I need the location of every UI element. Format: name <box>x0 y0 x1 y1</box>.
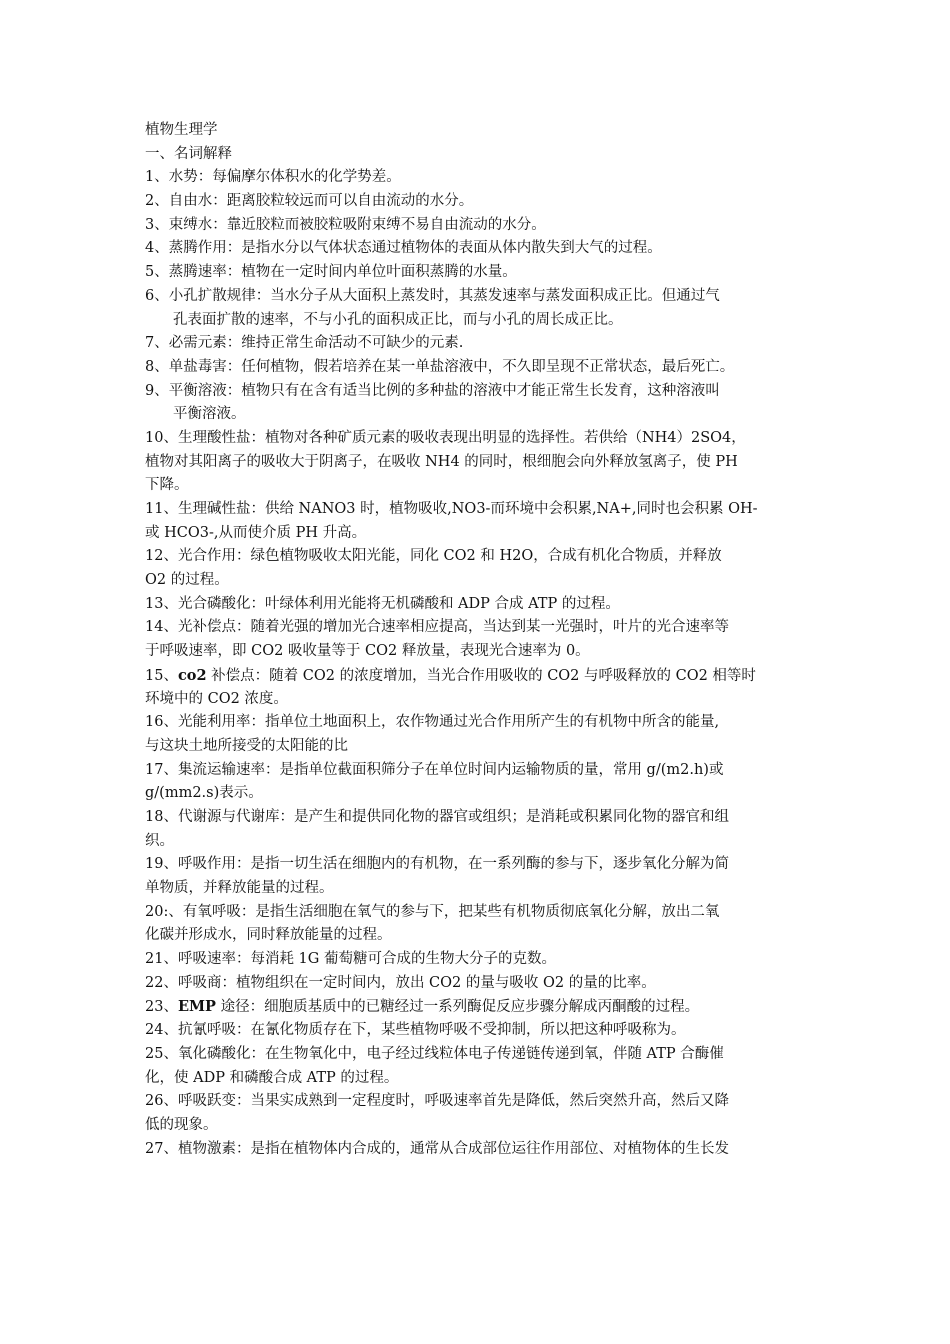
definition-number: 12、 <box>145 548 178 565</box>
definition-text: 光补偿点：随着光强的增加光合速率相应提高，当达到某一光强时，叶片的光合速率等 <box>177 619 729 636</box>
definition-line <box>145 664 809 688</box>
definition-item <box>145 711 809 758</box>
definition-item <box>145 1090 809 1137</box>
definition-line <box>145 735 809 759</box>
definition-line <box>145 380 809 404</box>
definition-text: 孔表面扩散的速率，不与小孔的面积成正比，而与小孔的周长成正比。 <box>173 311 623 328</box>
definition-line <box>145 332 809 356</box>
definition-text: 呼吸速率：每消耗 1G 葡萄糖可合成的生物大分子的克数。 <box>177 951 556 968</box>
definition-text: 单盐毒害：任何植物，假若培养在某一单盐溶液中，不久即呈现不正常状态，最后死亡。 <box>168 358 735 375</box>
definition-text: 自由水：距离胶粒较远而可以自由流动的水分。 <box>168 193 474 210</box>
definition-text: 平衡溶液：植物只有在含有适当比例的多种盐的溶液中才能正常生长发育，这种溶液叫 <box>168 382 720 399</box>
definition-text: 补偿点：随着 CO2 的浓度增加，当光合作用吸收的 CO2 与呼吸释放的 CO2 相等时 <box>206 667 756 684</box>
definition-number: 10、 <box>145 429 178 446</box>
definition-text: 必需元素：维持正常生命活动不可缺少的元素. <box>168 335 464 352</box>
definition-item <box>145 190 809 214</box>
definition-number: 8、 <box>145 358 169 375</box>
definition-number: 23、 <box>145 999 178 1016</box>
definition-number: 4、 <box>145 240 169 257</box>
definition-text: 代谢源与代谢库：是产生和提供同化物的器官或组织；是消耗或积累同化物的器官和组 <box>177 808 729 825</box>
definition-text: 途径：细胞质基质中的已糖经过一系列酶促反应步骤分解成丙酮酸的过程。 <box>215 999 700 1016</box>
definition-list <box>145 166 809 1161</box>
definition-number: 6、 <box>145 287 169 304</box>
definition-line <box>145 759 809 783</box>
definition-item <box>145 1043 809 1090</box>
definition-item <box>145 1138 809 1162</box>
definition-line <box>145 830 809 854</box>
definition-line <box>145 711 809 735</box>
definition-item <box>145 545 809 592</box>
definition-text: 于呼吸速率，即 CO2 吸收量等于 CO2 释放量，表现光合速率为 0。 <box>145 643 590 660</box>
definition-number: 25、 <box>145 1045 178 1062</box>
definition-line <box>145 995 809 1019</box>
definition-number: 18、 <box>145 808 178 825</box>
definition-number: 7、 <box>145 335 169 352</box>
definition-text: 集流运输速率：是指单位截面积筛分子在单位时间内运输物质的量，常用 g/(m2.h)或 <box>177 761 724 778</box>
definition-item <box>145 853 809 900</box>
definition-line <box>145 640 809 664</box>
definition-line <box>145 1090 809 1114</box>
definition-item <box>145 380 809 427</box>
definition-line <box>145 309 809 333</box>
definition-text: 化，使 ADP 和磷酸合成 ATP 的过程。 <box>145 1069 399 1086</box>
definition-line <box>145 853 809 877</box>
definition-text: 呼吸作用：是指一切生活在细胞内的有机物，在一系列酶的参与下，逐步氧化分解为简 <box>177 856 729 873</box>
definition-line <box>145 285 809 309</box>
definition-item <box>145 427 809 498</box>
definition-number: 5、 <box>145 264 169 281</box>
definition-line <box>145 901 809 925</box>
definition-number: 24、 <box>145 1022 178 1039</box>
section-heading: 一、名词解释 <box>145 145 232 162</box>
definition-number: 3、 <box>145 216 169 233</box>
definition-line <box>145 1019 809 1043</box>
definition-number: 26、 <box>145 1093 178 1110</box>
definition-term-bold: co2 <box>177 666 207 684</box>
definition-number: 17、 <box>145 761 178 778</box>
definition-item <box>145 1019 809 1043</box>
definition-line <box>145 593 809 617</box>
definition-line <box>145 451 809 475</box>
definition-number: 21、 <box>145 951 178 968</box>
definition-line <box>145 214 809 238</box>
definition-line <box>145 261 809 285</box>
definition-number: 16、 <box>145 714 178 731</box>
definition-item <box>145 356 809 380</box>
definition-line <box>145 522 809 546</box>
definition-line <box>145 545 809 569</box>
definition-text: 与这块土地所接受的太阳能的比 <box>145 737 348 754</box>
definition-line <box>145 806 809 830</box>
definition-item <box>145 332 809 356</box>
definition-text: 光合磷酸化：叶绿体利用光能将无机磷酸和 ADP 合成 ATP 的过程。 <box>177 595 620 612</box>
definition-text: 抗氰呼吸：在氰化物质存在下，某些植物呼吸不受抑制，所以把这种呼吸称为。 <box>177 1022 686 1039</box>
definition-item <box>145 995 809 1019</box>
definition-line <box>145 924 809 948</box>
definition-text: 织。 <box>145 832 174 849</box>
definition-item <box>145 616 809 663</box>
definition-line <box>145 356 809 380</box>
definition-line <box>145 688 809 712</box>
definition-item <box>145 759 809 806</box>
definition-text: O2 的过程。 <box>145 572 229 589</box>
definition-number: 11、 <box>145 501 178 517</box>
definition-line <box>145 166 809 190</box>
definition-number: 20:、 <box>145 903 183 920</box>
definition-item <box>145 285 809 332</box>
definition-line <box>145 237 809 261</box>
definition-text: 蒸腾作用：是指水分以气体状态通过植物体的表面从体内散失到大气的过程。 <box>168 240 662 257</box>
definition-item <box>145 901 809 948</box>
definition-text: 有氧呼吸：是指生活细胞在氧气的参与下，把某些有机物质彻底氧化分解，放出二氧 <box>182 903 720 920</box>
definition-text: 小孔扩散规律：当水分子从大面积上蒸发时，其蒸发速率与蒸发面积成正比。但通过气 <box>168 287 720 304</box>
definition-line <box>145 877 809 901</box>
definition-item <box>145 214 809 238</box>
definition-text: 平衡溶液。 <box>173 406 246 423</box>
definition-item <box>145 593 809 617</box>
definition-line <box>145 190 809 214</box>
definition-text: 单物质，并释放能量的过程。 <box>145 880 334 896</box>
document-title: 植物生理学 <box>145 122 218 138</box>
definition-item <box>145 498 809 545</box>
definition-item <box>145 972 809 996</box>
definition-text: 光合作用：绿色植物吸收太阳光能，同化 CO2 和 H2O，合成有机化合物质，并释放 <box>177 548 722 565</box>
definition-number: 19、 <box>145 856 178 873</box>
definition-line <box>145 427 809 451</box>
definition-number: 27、 <box>145 1140 178 1157</box>
definition-number: 9、 <box>145 382 169 399</box>
definition-text: 氧化磷酸化：在生物氧化中，电子经过线粒体电子传递链传递到氧，伴随 ATP 合酶催 <box>177 1045 724 1062</box>
definition-text: 化碳并形成水，同时释放能量的过程。 <box>145 927 392 944</box>
definition-line <box>145 616 809 640</box>
definition-item <box>145 948 809 972</box>
definition-line <box>145 1043 809 1067</box>
definition-number: 13、 <box>145 595 178 612</box>
definition-item <box>145 261 809 285</box>
definition-text: g/(mm2.s)表示。 <box>145 785 263 802</box>
definition-text: 光能利用率：指单位土地面积上，农作物通过光合作用所产生的有机物中所含的能量, <box>177 714 720 731</box>
definition-text: 水势：每偏摩尔体积水的化学势差。 <box>168 169 401 186</box>
definition-number: 22、 <box>145 974 178 991</box>
definition-text: 植物对其阳离子的吸收大于阴离子，在吸收 NH4 的同时，根细胞会向外释放氢离子，使 PH <box>145 453 738 470</box>
definition-text: 呼吸跃变：当果实成熟到一定程度时，呼吸速率首先是降低，然后突然升高，然后又降 <box>177 1093 729 1110</box>
definition-number: 14、 <box>145 619 178 636</box>
definition-line <box>145 948 809 972</box>
definition-text: 或 HCO3-,从而使介质 PH 升高。 <box>145 524 367 541</box>
definition-text: 下降。 <box>145 477 189 494</box>
definition-line <box>145 1138 809 1162</box>
definition-item <box>145 806 809 853</box>
definition-term-bold: EMP <box>177 998 216 1016</box>
definition-text: 植物激素：是指在植物体内合成的，通常从合成部位运往作用部位、对植物体的生长发 <box>177 1140 729 1157</box>
document-body <box>145 119 809 1161</box>
definition-line <box>145 972 809 996</box>
definition-text: 呼吸商：植物组织在一定时间内，放出 CO2 的量与吸收 O2 的量的比率。 <box>177 974 656 991</box>
definition-item <box>145 237 809 261</box>
definition-line <box>145 498 809 522</box>
definition-number: 1、 <box>145 169 169 186</box>
definition-line <box>145 782 809 806</box>
definition-line <box>145 403 809 427</box>
definition-item <box>145 664 809 711</box>
definition-text: 低的现象。 <box>145 1116 218 1133</box>
definition-text: 蒸腾速率：植物在一定时间内单位叶面积蒸腾的水量。 <box>168 264 517 281</box>
definition-text: 束缚水：靠近胶粒而被胶粒吸附束缚不易自由流动的水分。 <box>168 216 546 233</box>
definition-line <box>145 1114 809 1138</box>
definition-item <box>145 166 809 190</box>
definition-number: 15、 <box>145 667 178 684</box>
definition-text: 生理酸性盐：植物对各种矿质元素的吸收表现出明显的选择性。若供给（NH4）2SO4， <box>177 429 746 446</box>
definition-line <box>145 474 809 498</box>
definition-line <box>145 1067 809 1091</box>
definition-line <box>145 569 809 593</box>
definition-number: 2、 <box>145 193 169 210</box>
definition-text: 生理碱性盐：供给 NANO3 时，植物吸收,NO3-而环境中会积累,NA+,同时也会积累 OH- <box>177 501 758 517</box>
definition-text: 环境中的 CO2 浓度。 <box>145 690 288 707</box>
